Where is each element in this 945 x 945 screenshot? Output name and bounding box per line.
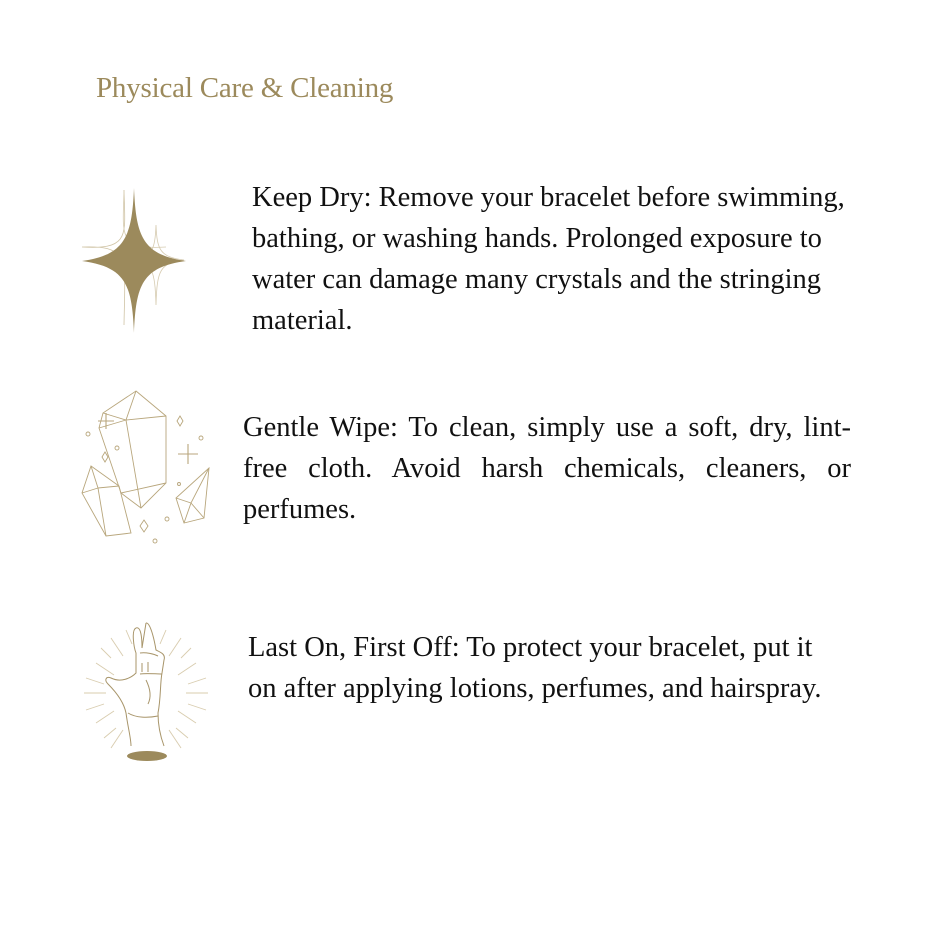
sparkle-star-icon	[76, 185, 188, 335]
care-item-text: Keep Dry: Remove your bracelet before swimming, bathing, or washing hands. Prolonged exposure to water can damage many crystals and the stringing material.	[252, 182, 845, 336]
crystals-icon	[76, 388, 216, 548]
care-item-text: Last On, First Off: To protect your bracelet, put it on after applying lotions, perfumes, and hairspray.	[248, 632, 822, 704]
radiant-hand-icon	[76, 618, 216, 768]
care-item-text: Gentle Wipe: To clean, simply use a soft, dry, lint-free cloth. Avoid harsh chemicals, cleaners, or perfumes.	[243, 412, 851, 525]
section-title: Physical Care & Cleaning	[96, 72, 394, 104]
